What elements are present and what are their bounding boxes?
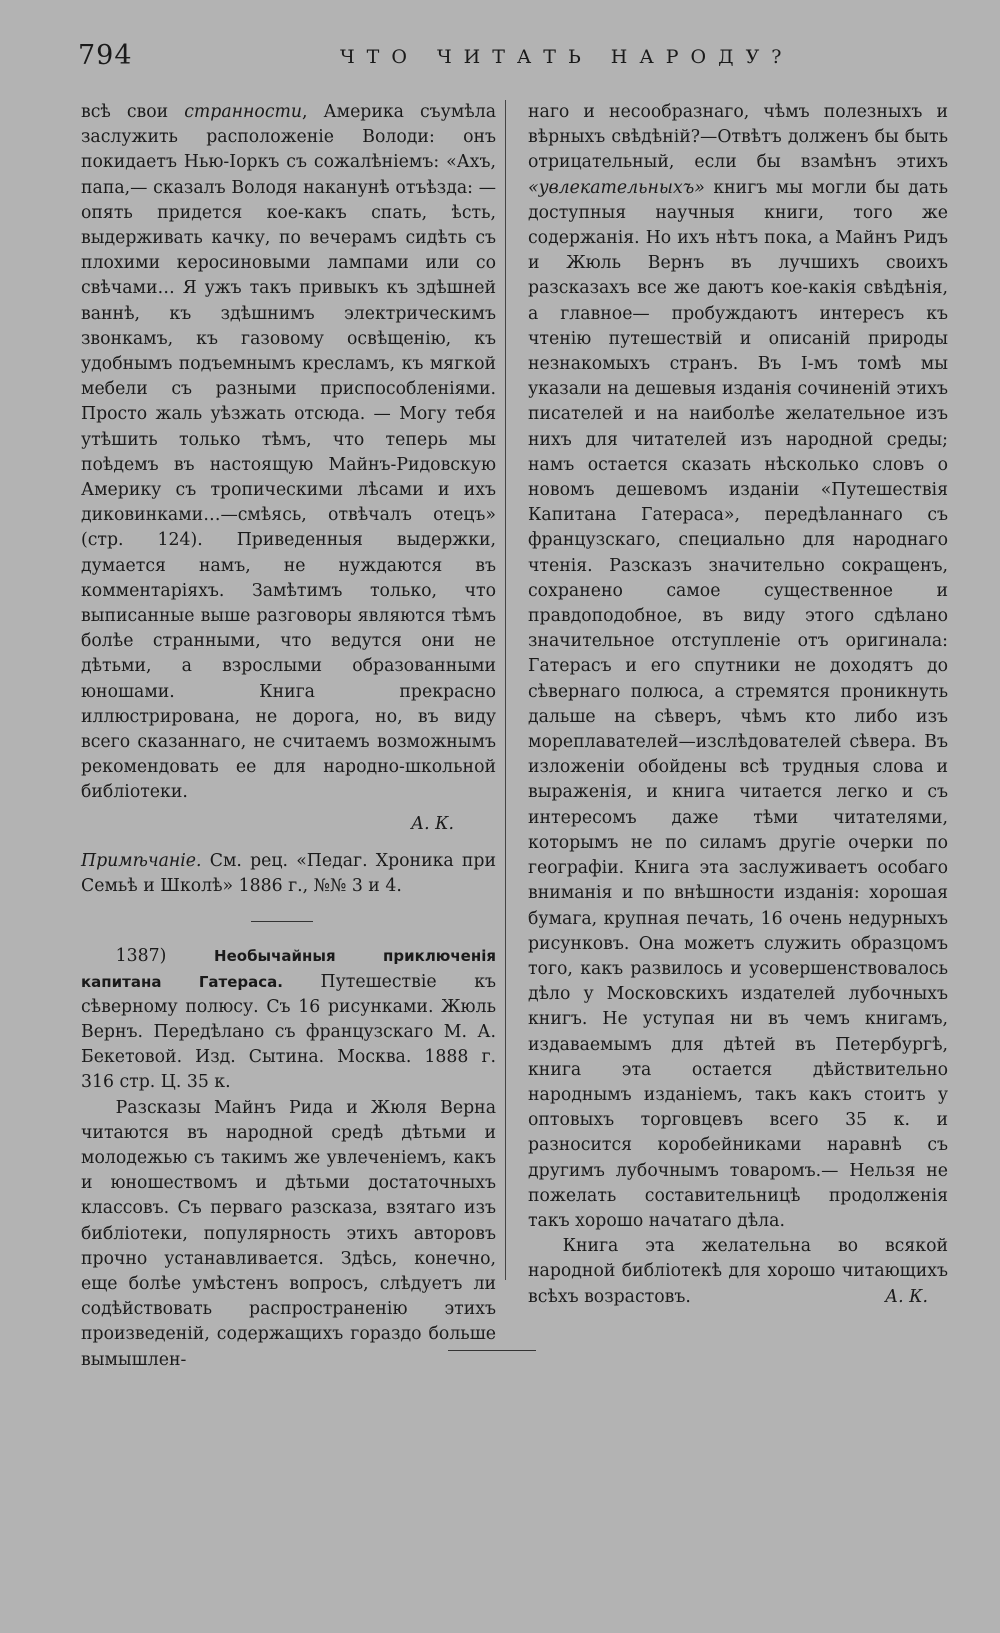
column-divider — [505, 100, 506, 1280]
emphasis: «увлекательныхъ» — [528, 177, 705, 198]
right-paragraph-1: наго и несообразнаго, чѣмъ полезныхъ и вѣрныхъ свѣдѣній?—Отвѣтъ долженъ бы быть отрицательный, если бы взамѣнъ этихъ «увлекательныхъ» книгъ мы могли бы дать доступныя научныя книги, того же содержанія. Но ихъ нѣтъ пока, а Майнъ Ридъ и Жюль Вернъ въ лучшихъ своихъ разсказахъ все же даютъ кое-какія свѣдѣнія, а главное— пробуждаютъ интересъ къ чтенію путешествій и описаній природы незнакомыхъ странъ. Въ I-мъ томѣ мы указали на дешевыя изданія сочиненій этихъ писателей и на наиболѣе желательное изъ нихъ для читателей изъ народной среды; намъ остается сказать нѣсколько словъ о новомъ дешевомъ изданіи «Путешествія Капитана Гатераса», передѣланнаго съ французскаго, специально для народнаго чтенія. Разсказъ значительно сокращенъ, сохранено самое существенное и правдоподобное, въ виду этого сдѣлано значительное отступленіе отъ оригинала: Гатерасъ и его спутники не доходятъ до сѣвернаго полюса, а стремятся проникнуть дальше на сѣверъ, чѣмъ кто либо изъ мореплавателей—изслѣдователей сѣвера. Въ изложеніи обойдены всѣ трудныя слова и выраженія, и книга читается легко и съ интересомъ даже тѣми читателями, которымъ не по силамъ другіе очерки по географіи. Книга эта заслуживаетъ особаго вниманія и по внѣшности изданія: хорошая бумага, крупная печать, 16 очень недурныхъ рисунковъ. Она можетъ служить образцомъ того, какъ развилось и усовершенствовалось дѣло у Московскихъ издателей лубочныхъ книгъ. Не уступая ни въ чемъ книгамъ, издаваемымъ для дѣтей въ Петербургѣ, книга эта остается дѣйствительно народнымъ изданіемъ, такъ какъ стоитъ у оптовыхъ торговцевъ всего 35 к. и разносится коробейниками наравнѣ съ другимъ лубочнымъ товаромъ.— Нельзя не пожелать составительницѣ продолженія такъ хорошо начатаго дѣла. — [528, 102, 948, 1231]
entry-bibliography: Путешествіе къ сѣверному полюсу. Съ 16 рисунками. Жюль Вернъ. Передѣлано съ французскаго М. А. Бекетовой. Изд. Сытина. Москва. 1888 г. 316 стр. Ц. 35 к. — [81, 971, 496, 1093]
left-paragraph-1: всѣ свои странности, Америка съумѣла заслужить расположеніе Володи: онъ покидаетъ Нью-Іоркъ съ сожалѣніемъ: «Ахъ, папа,— сказалъ Володя наканунѣ отъѣзда: —опять придется кое-какъ спать, ѣсть, выдерживать качку, по вечерамъ сидѣть съ плохими керосиновыми лампами или со свѣчами… Я ужъ такъ привыкъ къ здѣшней ваннѣ, къ здѣшнимъ электрическимъ звонкамъ, къ газовому освѣщенію, къ удобнымъ подъемнымъ кресламъ, къ мягкой мебели съ разными приспособленіями. Просто жаль уѣзжать отсюда. — Могу тебя утѣшить только тѣмъ, что теперь мы поѣдемъ въ настоящую Майнъ-Ридовскую Америку съ тропическими лѣсами и ихъ диковинками…—смѣясь, отвѣчалъ отецъ» (стр. 124). Приведенныя выдержки, думается намъ, не нуждаются въ комментаріяхъ. Замѣтимъ только, что выписанные выше разговоры являются тѣмъ болѣе странными, что ведутся они не дѣтьми, а взрослыми образованными юношами. Книга прекрасно иллюстрирована, не дорога, но, въ виду всего сказаннаго, не считаемъ возможнымъ рекомендовать ее для народно-школьной библіотеки. — [81, 102, 496, 803]
review-signature: А. К. — [411, 813, 454, 834]
review-note: Примѣчаніе. См. рец. «Педаг. Хроника при Семьѣ и Школѣ» 1886 г., №№ 3 и 4. — [81, 850, 496, 897]
emphasis: странности — [184, 102, 303, 122]
left-paragraph-2: Разсказы Майнъ Рида и Жюля Верна читаются въ народной средѣ дѣтьми и молодежью съ такимъ же увлеченіемъ, какъ и юношествомъ и дѣтьми достаточныхъ классовъ. Съ перваго разсказа, взятаго изъ библіотеки, популярность этихъ авторовъ прочно устанавливается. Здѣсь, конечно, еще болѣе умѣстенъ вопросъ, слѣдуетъ ли содѣйствовать распространенію этихъ произведеній, содержащихъ гораздо больше вымышлен- — [81, 1097, 496, 1370]
right-paragraph-2: Книга эта желательна во всякой народной библіотекѣ для хорошо читающихъ всѣхъ возрастовъ. А. К. — [528, 1234, 948, 1310]
left-column — [81, 100, 496, 1373]
section-divider — [251, 921, 313, 922]
book-entry-heading — [81, 944, 496, 1095]
page-number: 794 — [78, 40, 133, 71]
note-label: Примѣчаніе. — [81, 850, 202, 871]
entry-title: Необычайныя приключенія капитана Гатераса. — [81, 947, 496, 991]
running-head — [78, 40, 950, 74]
review-signature: А. К. — [885, 1286, 928, 1307]
running-title: ЧТО ЧИТАТЬ НАРОДУ? — [340, 46, 794, 68]
entry-number: 1387) — [115, 946, 215, 967]
right-column — [528, 100, 948, 1310]
end-rule — [448, 1350, 536, 1351]
